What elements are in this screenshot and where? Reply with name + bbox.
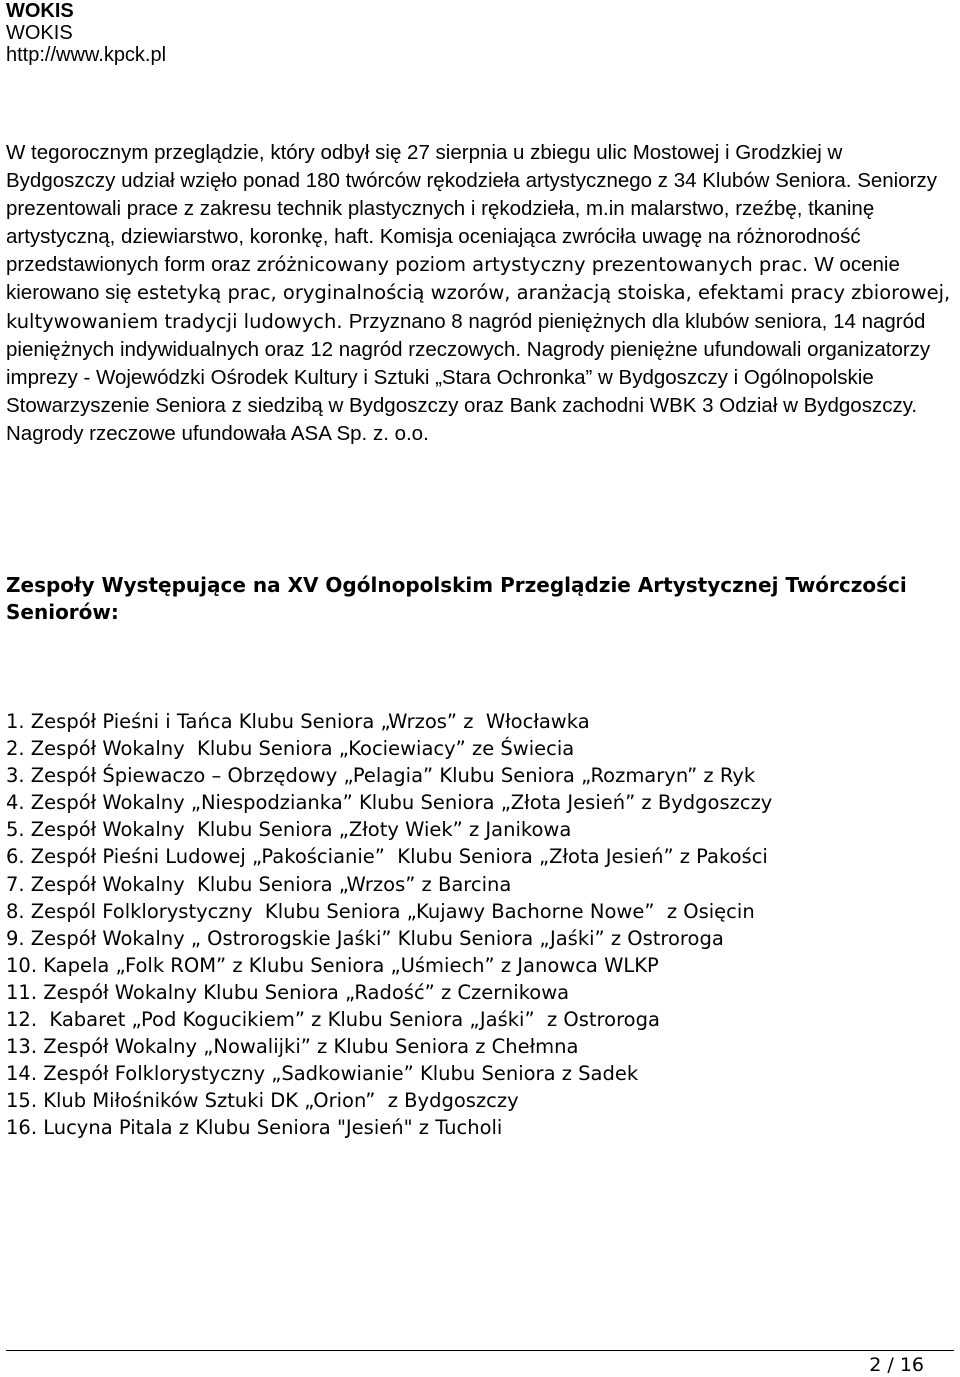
- section-heading: Zespoły Występujące na XV Ogólnopolskim Przeglądzie Artystycznej Twórczości Seniorów:: [6, 573, 907, 624]
- intro-text-4: estetyką prac, oryginalnością wzorów, aranżacją stoiska, efektami pracy zbiorowej, kultywowaniem tradycji ludowych.: [6, 281, 951, 333]
- list-item: 7. Zespół Wokalny Klubu Seniora „Wrzos” z Barcina: [6, 872, 512, 896]
- list-item: 2. Zespół Wokalny Klubu Seniora „Kociewiacy” ze Świecia: [6, 737, 575, 761]
- intro-text-5: Przyznano 8 nagród pieniężnych dla klubów seniora, 14 nagród pieniężnych indywidualnych oraz 12 nagród rzeczowych. Nagrody pieniężne ufundowali organizatorzy imprezy - Wojewódzki Ośrodek Kultury i Sztuki „Stara Ochronka” w Bydgoszczy i Ogólnopolskie Stowarzyszenie Seniora z siedzibą w Bydgoszczy oraz Bank zachodni WBK 3 Odział w Bydgoszczy. Nagrody rzeczowe ufundowała ASA Sp. z. o.o.: [6, 309, 931, 445]
- intro-paragraph: [6, 139, 954, 448]
- page-header: [6, 0, 166, 66]
- list-item: 9. Zespół Wokalny „ Ostrorogskie Jaśki” Klubu Seniora „Jaśki” z Ostroroga: [6, 926, 724, 950]
- list-item: 1. Zespół Pieśni i Tańca Klubu Seniora „Wrzos” z Włocławka: [6, 710, 590, 733]
- list-item: 12. Kabaret „Pod Kogucikiem” z Klubu Seniora „Jaśki” z Ostroroga: [6, 1008, 660, 1032]
- list-item: 3. Zespół Śpiewaczo – Obrzędowy „Pelagia” Klubu Seniora „Rozmaryn” z Ryk: [6, 764, 756, 788]
- site-title-bold: WOKIS: [6, 0, 74, 22]
- page-number: 2 / 16: [869, 1354, 924, 1376]
- site-url: http://www.kpck.pl: [6, 44, 167, 66]
- groups-list: [6, 708, 772, 1142]
- site-title: WOKIS: [6, 22, 73, 44]
- list-item: 15. Klub Miłośników Sztuki DK „Orion” z Bydgoszczy: [6, 1089, 519, 1113]
- list-item: 13. Zespół Wokalny „Nowalijki” z Klubu Seniora z Chełmna: [6, 1035, 579, 1059]
- list-item: 16. Lucyna Pitala z Klubu Seniora "Jesień" z Tucholi: [6, 1116, 503, 1140]
- intro-text-1: W tegorocznym przeglądzie, który odbył się 27 sierpnia u zbiegu ulic Mostowej i Grodzkiej w Bydgoszczy udział wzięło ponad 180 twórców rękodzieła artystycznego z 34 Klubów Seniora. Seniorzy prezentowali prace z zakresu technik plastycznych i rękodzieła, m.in malarstwo, rzeźbę, tkaninę artystyczną, dziewiarstwo, koronkę, haft. Komisja oceniająca zwróciła uwagę na różnorodność przedstawionych form oraz: [6, 141, 937, 277]
- footer-divider: [6, 1350, 954, 1351]
- list-item: 11. Zespół Wokalny Klubu Seniora „Radość” z Czernikowa: [6, 980, 570, 1004]
- list-item: 5. Zespół Wokalny Klubu Seniora „Złoty Wiek” z Janikowa: [6, 818, 572, 842]
- list-item: 14. Zespół Folklorystyczny „Sadkowianie” Klubu Seniora z Sadek: [6, 1062, 639, 1086]
- list-item: 4. Zespół Wokalny „Niespodzianka” Klubu Seniora „Złota Jesień” z Bydgoszczy: [6, 791, 773, 815]
- list-item: 6. Zespół Pieśni Ludowej „Pakościanie” Klubu Seniora „Złota Jesień” z Pakości: [6, 845, 768, 869]
- list-item: 8. Zespól Folklorystyczny Klubu Seniora „Kujawy Bachorne Nowe” z Osięcin: [6, 899, 755, 923]
- intro-text-2: zróżnicowany poziom artystyczny prezentowanych prac.: [256, 253, 815, 277]
- intro-text-3: W ocenie kierowano się: [6, 253, 900, 305]
- list-item: 10. Kapela „Folk ROM” z Klubu Seniora „Uśmiech” z Janowca WLKP: [6, 953, 659, 977]
